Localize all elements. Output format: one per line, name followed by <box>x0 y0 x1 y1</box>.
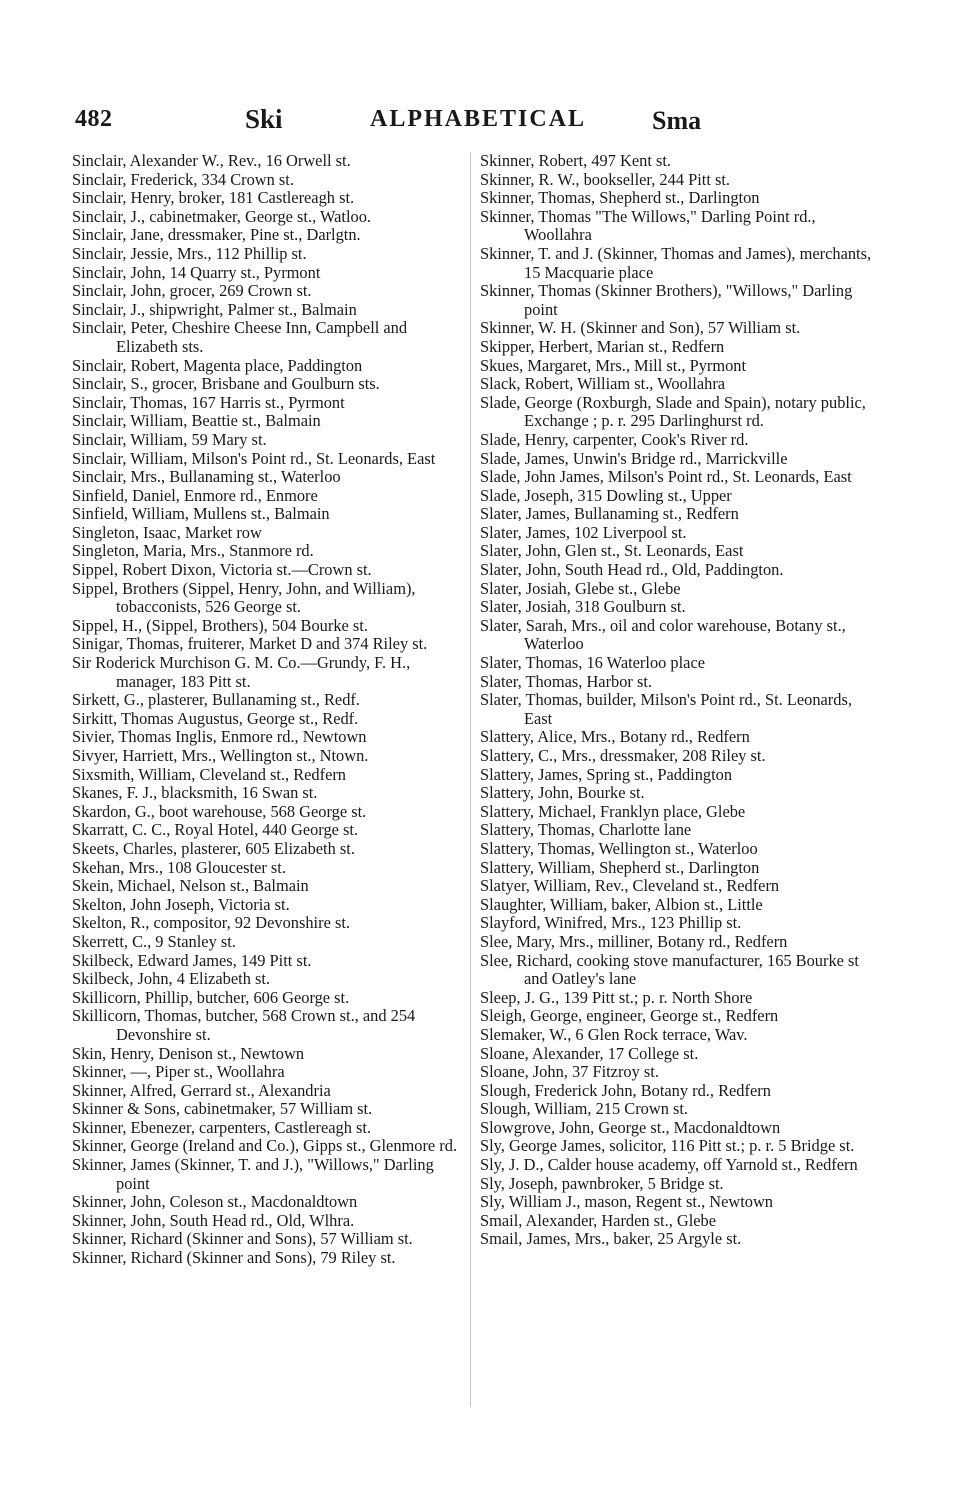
directory-entry: Skinner, George (Ireland and Co.), Gipps st., Glenmore rd. <box>72 1136 458 1156</box>
directory-entry: Slater, Thomas, Harbor st. <box>480 671 653 691</box>
directory-entry: Slade, Henry, carpenter, Cook's River rd. <box>480 429 749 449</box>
directory-entry: Slattery, Michael, Franklyn place, Glebe <box>480 801 746 821</box>
directory-entry: Skinner, Robert, 497 Kent st. <box>480 151 672 170</box>
directory-entry: Slaughter, William, baker, Albion st., Little <box>480 894 763 914</box>
directory-entry: Skinner, T. and J. (Skinner, Thomas and James), merchants, 15 Macquarie place <box>480 243 872 282</box>
directory-entry: Sinfield, William, Mullens st., Balmain <box>72 504 330 524</box>
directory-entry: Slater, James, Bullanaming st., Redfern <box>480 504 739 524</box>
directory-entry: Sirkett, G., plasterer, Bullanaming st., Redf. <box>72 690 360 710</box>
directory-entry: Sloane, John, 37 Fitzroy st. <box>480 1062 659 1082</box>
directory-entry: Slattery, James, Spring st., Paddington <box>480 764 733 784</box>
directory-entry: Sinclair, Mrs., Bullanaming st., Waterloo <box>72 467 341 487</box>
directory-entry: Slack, Robert, William st., Woollahra <box>480 374 726 394</box>
directory-entry: Sippel, Brothers (Sippel, Henry, John, and William), tobacconists, 526 George st. <box>72 578 416 617</box>
directory-entry: Skeets, Charles, plasterer, 605 Elizabeth st. <box>72 838 355 858</box>
directory-entry: Skillicorn, Phillip, butcher, 606 George st. <box>72 987 350 1007</box>
directory-entry: Skinner, R. W., bookseller, 244 Pitt st. <box>480 169 731 189</box>
directory-entry: Sinclair, William, Milson's Point rd., St. Leonards, East <box>72 448 436 468</box>
directory-entry: Sinclair, Henry, broker, 181 Castlereagh st. <box>72 188 355 208</box>
directory-entry: Sippel, H., (Sippel, Brothers), 504 Bourke st. <box>72 615 368 635</box>
directory-entry: Sirkitt, Thomas Augustus, George st., Redf. <box>72 708 359 728</box>
directory-entry: Slater, Thomas, 16 Waterloo place <box>480 653 706 673</box>
left-column <box>72 152 464 1268</box>
directory-entry: Slater, Josiah, Glebe st., Glebe <box>480 578 681 598</box>
directory-entry: Skinner, Ebenezer, carpenters, Castlereagh st. <box>72 1117 372 1137</box>
directory-entry: Skinner, Richard (Skinner and Sons), 79 Riley st. <box>72 1248 396 1268</box>
directory-entry: Slattery, C., Mrs., dressmaker, 208 Riley st. <box>480 746 766 765</box>
directory-entry: Skin, Henry, Denison st., Newtown <box>72 1043 305 1063</box>
header-title: ALPHABETICAL <box>370 106 587 132</box>
directory-entry: Sinclair, William, Beattie st., Balmain <box>72 411 321 431</box>
directory-entry: Slemaker, W., 6 Glen Rock terrace, Wav. <box>480 1024 748 1044</box>
directory-entry: Skinner, W. H. (Skinner and Son), 57 William st. <box>480 318 801 338</box>
page-header <box>0 0 972 140</box>
directory-entry: Skinner, Thomas, Shepherd st., Darlington <box>480 188 760 208</box>
directory-entry: Sir Roderick Murchison G. M. Co.—Grundy, F. H., manager, 183 Pitt st. <box>72 653 411 691</box>
directory-entry: Sly, Joseph, pawnbroker, 5 Bridge st. <box>480 1173 724 1193</box>
directory-entry: Skinner, John, Coleson st., Macdonaldtown <box>72 1192 358 1212</box>
directory-entry: Slattery, Thomas, Charlotte lane <box>480 820 692 840</box>
directory-entry: Sippel, Robert Dixon, Victoria st.—Crown st. <box>72 560 372 580</box>
directory-entry: Slade, John James, Milson's Point rd., St. Leonards, East <box>480 467 852 487</box>
directory-entry: Slough, Frederick John, Botany rd., Redfern <box>480 1080 771 1100</box>
directory-entry: Skinner, —, Piper st., Woollahra <box>72 1062 285 1082</box>
header-right-key: Sma <box>652 106 702 135</box>
directory-entry: Sinclair, Jane, dressmaker, Pine st., Darlgtn. <box>72 225 361 245</box>
directory-entry: Singleton, Maria, Mrs., Stanmore rd. <box>72 541 314 561</box>
directory-entry: Sly, J. D., Calder house academy, off Yarnold st., Redfern <box>480 1155 858 1175</box>
page-number: 482 <box>75 106 113 132</box>
directory-entry: Sly, George James, solicitor, 116 Pitt st.; p. r. 5 Bridge st. <box>480 1136 855 1156</box>
column-divider <box>470 152 471 1407</box>
header-left-key: Ski <box>245 104 283 134</box>
directory-entry: Skinner, James (Skinner, T. and J.), "Willows," Darling point <box>72 1155 434 1193</box>
directory-entry: Slade, George (Roxburgh, Slade and Spain), notary public, Exchange ; p. r. 295 Darlinghurst rd. <box>480 392 866 431</box>
directory-entry: Skilbeck, John, 4 Elizabeth st. <box>72 969 271 989</box>
directory-entry: Skein, Michael, Nelson st., Balmain <box>72 876 309 896</box>
directory-entry: Slater, John, Glen st., St. Leonards, East <box>480 541 744 561</box>
directory-entry: Skerrett, C., 9 Stanley st. <box>72 931 236 951</box>
directory-entry: Sivyer, Harriett, Mrs., Wellington st., Ntown. <box>72 746 369 765</box>
directory-entry: Sivier, Thomas Inglis, Enmore rd., Newtown <box>72 727 367 747</box>
directory-entry: Skinner, Richard (Skinner and Sons), 57 William st. <box>72 1229 413 1249</box>
directory-entry: Sinclair, J., cabinetmaker, George st., Watloo. <box>72 206 371 226</box>
directory-entry: Slee, Mary, Mrs., milliner, Botany rd., Redfern <box>480 931 788 951</box>
directory-entry: Slattery, John, Bourke st. <box>480 783 645 803</box>
directory-entry: Skues, Margaret, Mrs., Mill st., Pyrmont <box>480 355 747 375</box>
directory-entry: Sinclair, Jessie, Mrs., 112 Phillip st. <box>72 243 307 263</box>
directory-entry: Slade, James, Unwin's Bridge rd., Marrickville <box>480 448 788 468</box>
directory-entry: Slattery, Thomas, Wellington st., Waterloo <box>480 838 758 858</box>
directory-entry: Slattery, Alice, Mrs., Botany rd., Redfern <box>480 727 750 747</box>
directory-entry: Slater, John, South Head rd., Old, Paddington. <box>480 560 784 580</box>
directory-entry: Sinclair, Robert, Magenta place, Paddington <box>72 355 363 375</box>
directory-entry: Skelton, R., compositor, 92 Devonshire st. <box>72 913 350 933</box>
directory-entry: Sloane, Alexander, 17 College st. <box>480 1043 699 1063</box>
directory-entry: Sinclair, Peter, Cheshire Cheese Inn, Campbell and Elizabeth sts. <box>72 318 408 356</box>
directory-entry: Skipper, Herbert, Marian st., Redfern <box>480 336 725 356</box>
directory-entry: Smail, James, Mrs., baker, 25 Argyle st. <box>480 1229 742 1249</box>
directory-entry: Slade, Joseph, 315 Dowling st., Upper <box>480 485 732 505</box>
directory-entry: Sinclair, J., shipwright, Palmer st., Balmain <box>72 299 357 319</box>
directory-entry: Smail, Alexander, Harden st., Glebe <box>480 1210 717 1230</box>
directory-entry: Skarratt, C. C., Royal Hotel, 440 George st. <box>72 820 359 840</box>
directory-entry: Slee, Richard, cooking stove manufacturer, 165 Bourke st and Oatley's lane <box>480 950 859 989</box>
directory-entry: Skinner, John, South Head rd., Old, Wlhra. <box>72 1210 355 1230</box>
directory-entry: Sinfield, Daniel, Enmore rd., Enmore <box>72 485 318 505</box>
directory-entry: Skinner, Thomas "The Willows," Darling Point rd., Woollahra <box>480 206 816 245</box>
directory-entry: Slattery, William, Shepherd st., Darlington <box>480 857 760 877</box>
directory-entry: Sly, William J., mason, Regent st., Newtown <box>480 1192 773 1212</box>
directory-entry: Slough, William, 215 Crown st. <box>480 1099 689 1119</box>
directory-entry: Skardon, G., boot warehouse, 568 George st. <box>72 801 367 821</box>
directory-entry: Slater, Sarah, Mrs., oil and color warehouse, Botany st., Waterloo <box>480 615 846 654</box>
directory-entry: Slater, James, 102 Liverpool st. <box>480 522 687 542</box>
directory-entry: Sleigh, George, engineer, George st., Redfern <box>480 1006 779 1026</box>
directory-entry: Skanes, F. J., blacksmith, 16 Swan st. <box>72 783 318 803</box>
directory-entry: Sinclair, S., grocer, Brisbane and Goulburn sts. <box>72 374 380 394</box>
directory-entry: Slowgrove, John, George st., Macdonaldtown <box>480 1117 781 1137</box>
directory-entry: Skelton, John Joseph, Victoria st. <box>72 894 290 914</box>
directory-entry: Skinner, Thomas (Skinner Brothers), "Willows," Darling point <box>480 281 853 319</box>
directory-entry: Slatyer, William, Rev., Cleveland st., Redfern <box>480 876 780 896</box>
directory-entry: Skehan, Mrs., 108 Gloucester st. <box>72 857 286 877</box>
right-column <box>480 152 872 1249</box>
directory-entry: Sinclair, Alexander W., Rev., 16 Orwell st. <box>72 151 351 170</box>
directory-entry: Slater, Thomas, builder, Milson's Point rd., St. Leonards, East <box>480 690 852 728</box>
directory-entry: Sleep, J. G., 139 Pitt st.; p. r. North Shore <box>480 987 753 1007</box>
directory-entry: Sinigar, Thomas, fruiterer, Market D and 374 Riley st. <box>72 634 428 654</box>
directory-entry: Skinner, Alfred, Gerrard st., Alexandria <box>72 1080 331 1100</box>
directory-entry: Skinner & Sons, cabinetmaker, 57 William st. <box>72 1099 373 1119</box>
directory-entry: Slater, Josiah, 318 Goulburn st. <box>480 597 686 617</box>
directory-entry: Sinclair, John, 14 Quarry st., Pyrmont <box>72 262 321 282</box>
directory-entry: Sinclair, Thomas, 167 Harris st., Pyrmont <box>72 392 345 412</box>
directory-entry: Sinclair, Frederick, 334 Crown st. <box>72 169 294 189</box>
directory-entry: Skillicorn, Thomas, butcher, 568 Crown st., and 254 Devonshire st. <box>72 1006 416 1044</box>
directory-entry: Sinclair, John, grocer, 269 Crown st. <box>72 281 312 301</box>
directory-entry: Slayford, Winifred, Mrs., 123 Phillip st. <box>480 913 742 933</box>
directory-entry: Singleton, Isaac, Market row <box>72 522 262 542</box>
directory-entry: Sinclair, William, 59 Mary st. <box>72 429 267 449</box>
directory-entry: Skilbeck, Edward James, 149 Pitt st. <box>72 950 312 970</box>
directory-entry: Sixsmith, William, Cleveland st., Redfern <box>72 764 347 784</box>
